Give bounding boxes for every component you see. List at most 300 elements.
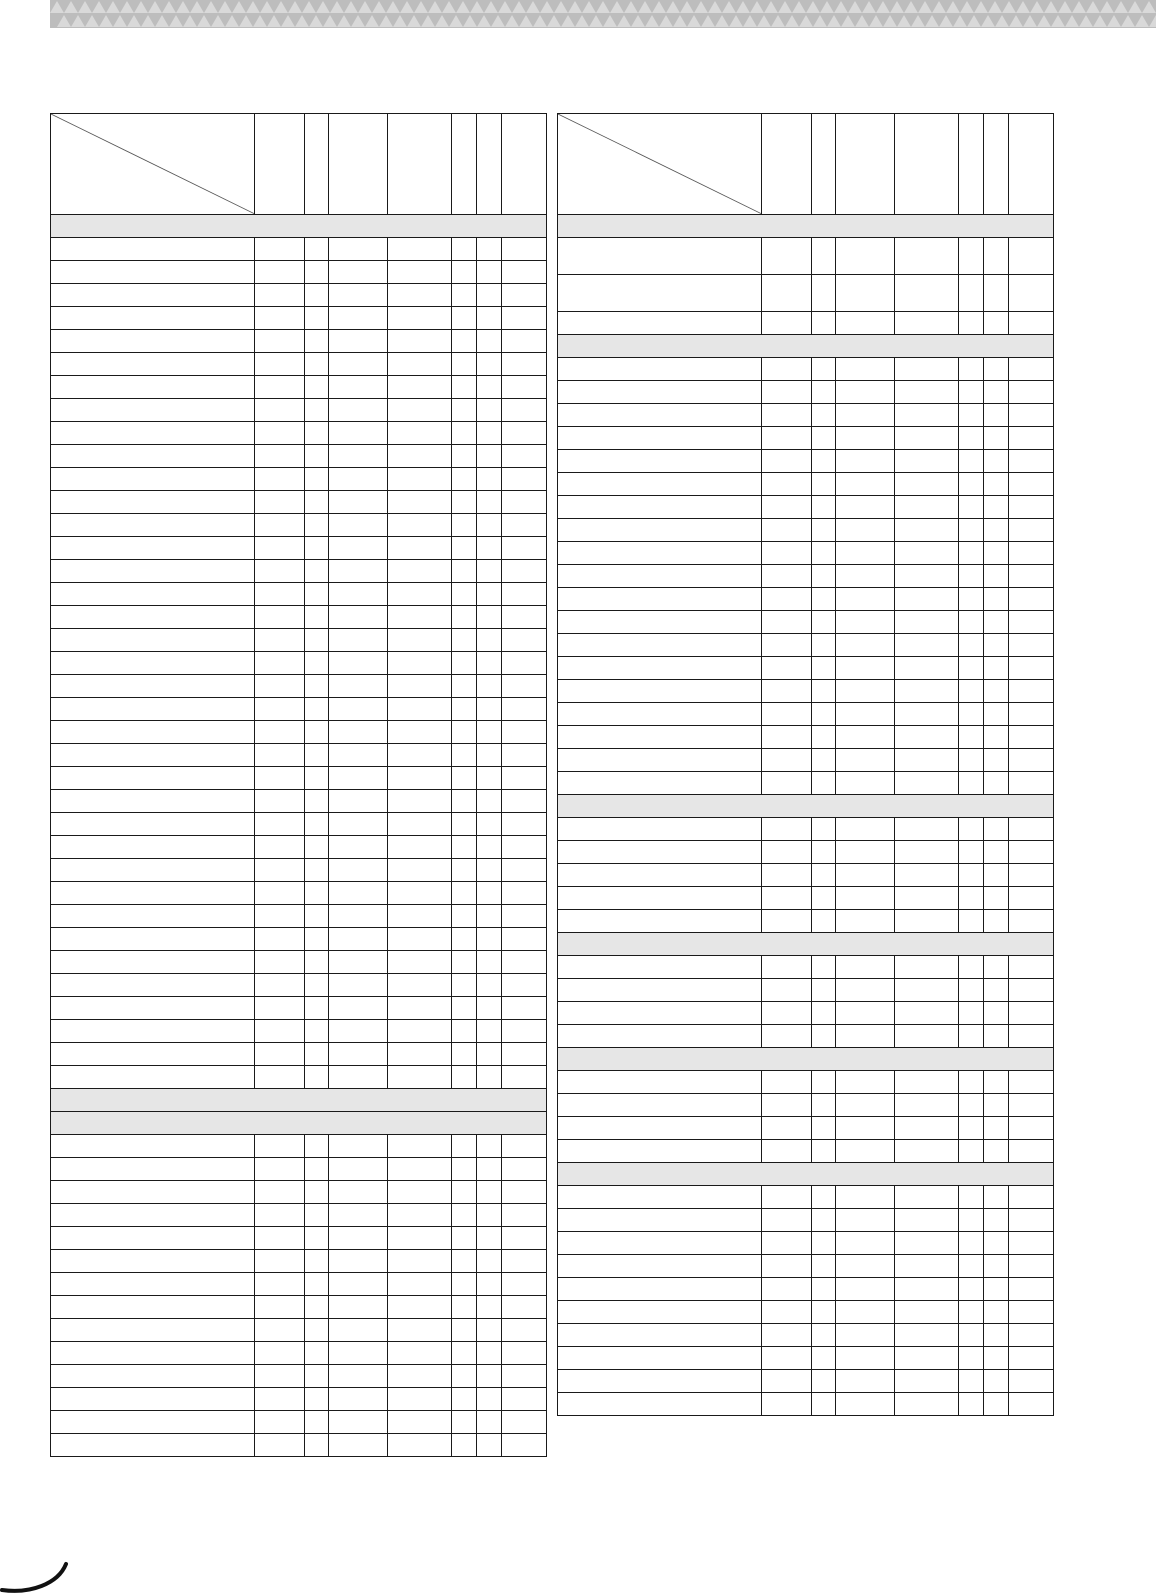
table-cell xyxy=(388,1342,452,1365)
table-cell xyxy=(812,910,836,933)
table-cell xyxy=(477,1181,502,1204)
table-cell xyxy=(812,1071,836,1094)
table-row xyxy=(558,1370,1054,1393)
section-header-row xyxy=(558,215,1054,238)
table-cell xyxy=(812,841,836,864)
table-cell xyxy=(836,1324,895,1347)
table-cell xyxy=(895,634,959,657)
table-cell xyxy=(329,445,388,468)
table-cell xyxy=(255,1250,305,1273)
triangle-pattern xyxy=(50,0,1156,28)
table-cell xyxy=(255,1342,305,1365)
table-row xyxy=(558,1255,1054,1278)
table-cell xyxy=(812,772,836,795)
table-cell xyxy=(836,275,895,312)
table-cell xyxy=(502,744,547,767)
table-cell xyxy=(305,1043,329,1066)
row-label-cell xyxy=(51,422,255,445)
table-cell xyxy=(255,606,305,629)
row-label-cell xyxy=(558,979,762,1002)
table-cell xyxy=(812,473,836,496)
table-cell xyxy=(836,496,895,519)
table-cell xyxy=(895,358,959,381)
table-cell xyxy=(1009,1117,1054,1140)
table-cell xyxy=(305,1342,329,1365)
table-cell xyxy=(895,1094,959,1117)
table-cell xyxy=(305,951,329,974)
table-cell xyxy=(1009,910,1054,933)
table-cell xyxy=(452,1273,477,1296)
table-cell xyxy=(959,1094,984,1117)
table-cell xyxy=(388,1135,452,1158)
table-cell xyxy=(959,1370,984,1393)
table-cell xyxy=(1009,956,1054,979)
table-cell xyxy=(984,450,1009,473)
table-cell xyxy=(452,744,477,767)
table-cell xyxy=(812,680,836,703)
table-cell xyxy=(762,519,812,542)
table-row xyxy=(558,864,1054,887)
table-cell xyxy=(388,1411,452,1434)
table-cell xyxy=(388,560,452,583)
table-header-row xyxy=(558,114,1054,215)
table-cell xyxy=(388,606,452,629)
row-label-cell xyxy=(51,1411,255,1434)
table-cell xyxy=(895,1117,959,1140)
table-row xyxy=(51,514,547,537)
table-cell xyxy=(502,238,547,261)
table-cell xyxy=(1009,979,1054,1002)
table-cell xyxy=(836,519,895,542)
table-row xyxy=(558,358,1054,381)
table-cell xyxy=(1009,1094,1054,1117)
table-cell xyxy=(477,836,502,859)
table-cell xyxy=(329,1158,388,1181)
table-cell xyxy=(255,974,305,997)
row-label-cell xyxy=(51,491,255,514)
section-header-cell xyxy=(51,215,547,238)
table-cell xyxy=(1009,1347,1054,1370)
table-cell xyxy=(959,841,984,864)
table-cell xyxy=(502,261,547,284)
table-cell xyxy=(388,836,452,859)
row-label-cell xyxy=(558,772,762,795)
row-label-cell xyxy=(51,790,255,813)
column-header xyxy=(452,114,477,215)
row-label-cell xyxy=(51,1204,255,1227)
table-cell xyxy=(255,1158,305,1181)
table-cell xyxy=(305,514,329,537)
table-cell xyxy=(959,864,984,887)
table-cell xyxy=(502,951,547,974)
row-label-cell xyxy=(51,1227,255,1250)
table-cell xyxy=(502,422,547,445)
table-cell xyxy=(1009,496,1054,519)
table-row xyxy=(51,353,547,376)
column-header xyxy=(895,114,959,215)
table-cell xyxy=(1009,611,1054,634)
table-cell xyxy=(1009,818,1054,841)
table-cell xyxy=(812,1117,836,1140)
table-cell xyxy=(836,887,895,910)
table-cell xyxy=(255,698,305,721)
table-cell xyxy=(1009,1025,1054,1048)
table-cell xyxy=(502,1020,547,1043)
table-cell xyxy=(812,749,836,772)
table-cell xyxy=(452,1158,477,1181)
table-cell xyxy=(452,537,477,560)
table-cell xyxy=(305,1181,329,1204)
table-cell xyxy=(836,726,895,749)
table-cell xyxy=(812,275,836,312)
table-cell xyxy=(452,1296,477,1319)
column-header xyxy=(329,114,388,215)
table-cell xyxy=(762,1278,812,1301)
table-cell xyxy=(255,1411,305,1434)
table-cell xyxy=(812,1140,836,1163)
table-cell xyxy=(502,1388,547,1411)
table-cell xyxy=(959,611,984,634)
table-row xyxy=(51,261,547,284)
table-cell xyxy=(388,583,452,606)
table-cell xyxy=(836,1370,895,1393)
table-cell xyxy=(1009,275,1054,312)
table-cell xyxy=(762,887,812,910)
table-cell xyxy=(984,611,1009,634)
table-cell xyxy=(812,358,836,381)
table-cell xyxy=(502,560,547,583)
table-cell xyxy=(388,399,452,422)
table-cell xyxy=(895,864,959,887)
table-cell xyxy=(812,864,836,887)
table-row xyxy=(51,1434,547,1457)
table-row xyxy=(51,445,547,468)
table-cell xyxy=(812,427,836,450)
table-row xyxy=(558,381,1054,404)
table-cell xyxy=(984,634,1009,657)
table-cell xyxy=(836,1186,895,1209)
row-label-cell xyxy=(558,864,762,887)
table-cell xyxy=(388,1434,452,1457)
table-cell xyxy=(959,703,984,726)
table-row xyxy=(558,238,1054,275)
table-cell xyxy=(255,951,305,974)
row-label-cell xyxy=(51,882,255,905)
row-label-cell xyxy=(558,703,762,726)
table-row xyxy=(51,468,547,491)
table-row xyxy=(558,703,1054,726)
table-cell xyxy=(305,905,329,928)
table-cell xyxy=(255,537,305,560)
row-label-cell xyxy=(51,1342,255,1365)
table-cell xyxy=(305,698,329,721)
table-cell xyxy=(959,588,984,611)
row-label-cell xyxy=(558,818,762,841)
row-label-cell xyxy=(51,1135,255,1158)
table-cell xyxy=(477,606,502,629)
table-cell xyxy=(329,1273,388,1296)
table-row xyxy=(51,284,547,307)
table-cell xyxy=(984,588,1009,611)
table-cell xyxy=(1009,772,1054,795)
table-cell xyxy=(1009,588,1054,611)
table-cell xyxy=(762,1232,812,1255)
table-row xyxy=(558,818,1054,841)
table-cell xyxy=(984,1301,1009,1324)
table-row xyxy=(558,657,1054,680)
table-cell xyxy=(959,910,984,933)
table-cell xyxy=(959,496,984,519)
table-cell xyxy=(329,1411,388,1434)
table-cell xyxy=(388,445,452,468)
table-cell xyxy=(984,887,1009,910)
table-cell xyxy=(305,721,329,744)
table-cell xyxy=(502,1342,547,1365)
table-cell xyxy=(477,1135,502,1158)
row-label-cell xyxy=(51,1273,255,1296)
table-row xyxy=(51,974,547,997)
row-label-cell xyxy=(51,951,255,974)
table-cell xyxy=(305,1250,329,1273)
table-cell xyxy=(477,330,502,353)
table-cell xyxy=(836,1117,895,1140)
table-cell xyxy=(452,514,477,537)
table-cell xyxy=(388,261,452,284)
table-header-row xyxy=(51,114,547,215)
table-cell xyxy=(984,1002,1009,1025)
table-cell xyxy=(762,238,812,275)
right-table-body xyxy=(558,215,1054,1416)
row-label-cell xyxy=(558,841,762,864)
table-cell xyxy=(502,698,547,721)
row-label-cell xyxy=(51,399,255,422)
table-cell xyxy=(984,1278,1009,1301)
table-cell xyxy=(1009,726,1054,749)
table-cell xyxy=(895,381,959,404)
page-curl-icon xyxy=(0,1540,80,1596)
table-row xyxy=(558,1324,1054,1347)
table-cell xyxy=(762,726,812,749)
table-cell xyxy=(895,749,959,772)
table-cell xyxy=(959,1140,984,1163)
table-cell xyxy=(762,1186,812,1209)
table-cell xyxy=(305,353,329,376)
table-cell xyxy=(305,1365,329,1388)
table-cell xyxy=(452,422,477,445)
table-cell xyxy=(984,1117,1009,1140)
table-cell xyxy=(836,1393,895,1416)
table-cell xyxy=(895,680,959,703)
row-label-cell xyxy=(51,1181,255,1204)
table-row xyxy=(51,583,547,606)
table-cell xyxy=(895,657,959,680)
table-cell xyxy=(895,312,959,335)
table-cell xyxy=(812,404,836,427)
table-cell xyxy=(502,767,547,790)
row-label-cell xyxy=(51,1043,255,1066)
table-row xyxy=(558,611,1054,634)
table-cell xyxy=(477,1020,502,1043)
table-cell xyxy=(502,1411,547,1434)
table-cell xyxy=(895,1186,959,1209)
table-cell xyxy=(255,514,305,537)
table-row xyxy=(51,560,547,583)
table-row xyxy=(558,1232,1054,1255)
table-cell xyxy=(305,1227,329,1250)
table-cell xyxy=(1009,473,1054,496)
row-label-cell xyxy=(558,726,762,749)
table-cell xyxy=(502,445,547,468)
table-cell xyxy=(502,399,547,422)
table-cell xyxy=(959,1002,984,1025)
table-cell xyxy=(812,450,836,473)
table-cell xyxy=(502,284,547,307)
table-cell xyxy=(305,307,329,330)
table-cell xyxy=(895,1301,959,1324)
table-cell xyxy=(388,629,452,652)
table-cell xyxy=(762,381,812,404)
table-cell xyxy=(502,974,547,997)
table-cell xyxy=(452,859,477,882)
table-cell xyxy=(984,1255,1009,1278)
table-cell xyxy=(1009,427,1054,450)
table-cell xyxy=(1009,358,1054,381)
table-cell xyxy=(836,565,895,588)
table-cell xyxy=(477,1434,502,1457)
table-cell xyxy=(895,910,959,933)
table-cell xyxy=(255,629,305,652)
table-cell xyxy=(502,997,547,1020)
table-cell xyxy=(305,813,329,836)
table-cell xyxy=(452,905,477,928)
table-cell xyxy=(305,284,329,307)
table-cell xyxy=(812,1278,836,1301)
table-cell xyxy=(502,1296,547,1319)
section-header-row xyxy=(51,215,547,238)
table-cell xyxy=(305,652,329,675)
table-cell xyxy=(959,238,984,275)
table-cell xyxy=(959,1255,984,1278)
table-cell xyxy=(305,882,329,905)
table-cell xyxy=(502,652,547,675)
table-cell xyxy=(895,1232,959,1255)
section-header-row xyxy=(51,1112,547,1135)
table-cell xyxy=(452,353,477,376)
table-cell xyxy=(477,882,502,905)
table-cell xyxy=(477,744,502,767)
table-row xyxy=(51,1342,547,1365)
table-cell xyxy=(959,1347,984,1370)
table-cell xyxy=(255,905,305,928)
table-cell xyxy=(452,307,477,330)
table-cell xyxy=(762,1117,812,1140)
table-cell xyxy=(329,1319,388,1342)
table-cell xyxy=(984,1324,1009,1347)
column-header xyxy=(477,114,502,215)
table-cell xyxy=(388,491,452,514)
row-label-cell xyxy=(558,1347,762,1370)
table-cell xyxy=(984,1186,1009,1209)
table-cell xyxy=(812,1002,836,1025)
table-cell xyxy=(255,1319,305,1342)
table-cell xyxy=(836,818,895,841)
table-cell xyxy=(388,1365,452,1388)
table-cell xyxy=(388,675,452,698)
table-cell xyxy=(959,473,984,496)
table-cell xyxy=(959,275,984,312)
table-cell xyxy=(502,583,547,606)
table-row xyxy=(51,813,547,836)
table-cell xyxy=(959,1324,984,1347)
table-cell xyxy=(452,1411,477,1434)
table-cell xyxy=(329,1434,388,1457)
table-cell xyxy=(1009,887,1054,910)
table-cell xyxy=(452,491,477,514)
table-cell xyxy=(452,606,477,629)
table-cell xyxy=(329,974,388,997)
table-cell xyxy=(812,657,836,680)
table-cell xyxy=(329,836,388,859)
table-cell xyxy=(452,1342,477,1365)
table-cell xyxy=(762,358,812,381)
table-row xyxy=(558,910,1054,933)
table-cell xyxy=(762,1094,812,1117)
row-label-cell xyxy=(558,519,762,542)
table-cell xyxy=(452,767,477,790)
table-row xyxy=(558,1117,1054,1140)
table-cell xyxy=(836,1209,895,1232)
table-cell xyxy=(305,1411,329,1434)
row-label-cell xyxy=(51,445,255,468)
table-cell xyxy=(388,376,452,399)
table-cell xyxy=(984,680,1009,703)
table-cell xyxy=(452,629,477,652)
table-cell xyxy=(836,864,895,887)
table-cell xyxy=(984,275,1009,312)
table-cell xyxy=(452,560,477,583)
table-cell xyxy=(895,841,959,864)
table-cell xyxy=(452,652,477,675)
section-header-cell xyxy=(51,1089,547,1112)
table-cell xyxy=(1009,312,1054,335)
table-cell xyxy=(452,1227,477,1250)
table-cell xyxy=(388,744,452,767)
table-row xyxy=(558,1094,1054,1117)
table-cell xyxy=(255,468,305,491)
row-label-cell xyxy=(51,307,255,330)
table-cell xyxy=(502,468,547,491)
table-cell xyxy=(1009,450,1054,473)
table-cell xyxy=(812,1209,836,1232)
table-cell xyxy=(477,376,502,399)
table-cell xyxy=(502,675,547,698)
row-label-cell xyxy=(558,1025,762,1048)
table-cell xyxy=(329,1181,388,1204)
table-cell xyxy=(305,928,329,951)
table-cell xyxy=(329,1135,388,1158)
table-cell xyxy=(388,1296,452,1319)
table-cell xyxy=(388,1227,452,1250)
corner-header-cell xyxy=(51,114,255,215)
table-cell xyxy=(255,1204,305,1227)
section-header-row xyxy=(51,1089,547,1112)
table-cell xyxy=(1009,1301,1054,1324)
table-cell xyxy=(477,951,502,974)
table-row xyxy=(51,399,547,422)
table-cell xyxy=(255,859,305,882)
table-cell xyxy=(477,491,502,514)
row-label-cell xyxy=(558,1209,762,1232)
